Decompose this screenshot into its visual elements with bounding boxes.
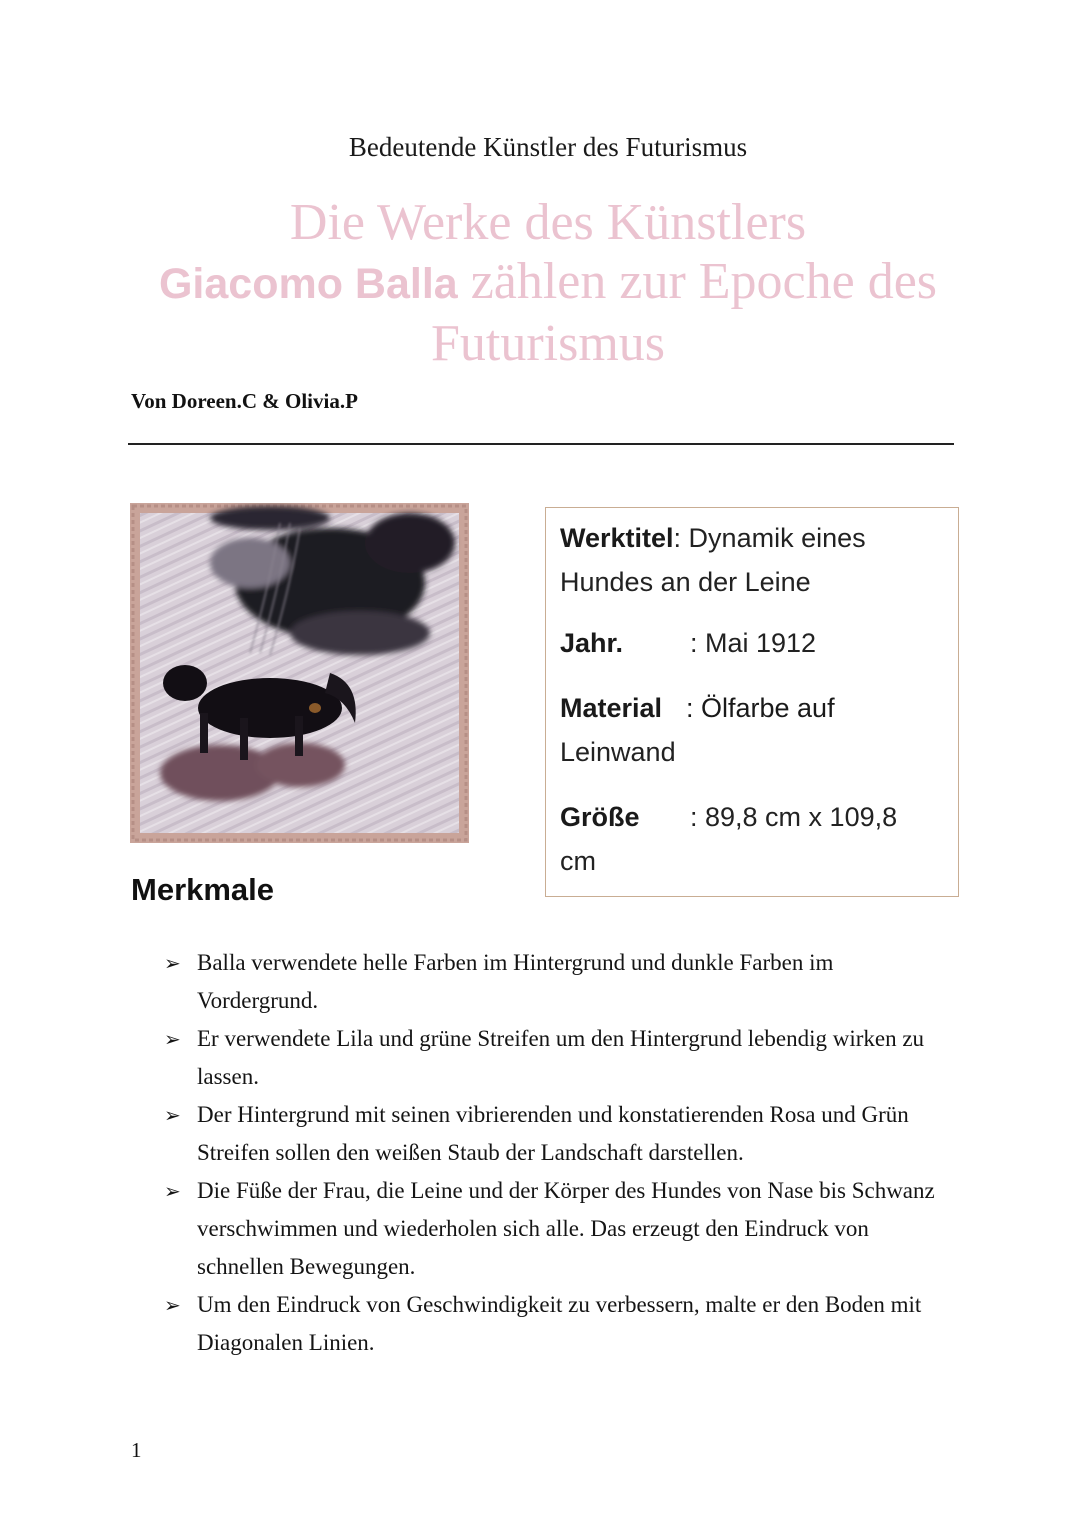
title-line-2-rest: zählen zur Epoche des	[457, 253, 938, 310]
list-item	[164, 1172, 944, 1286]
list-item	[164, 1096, 944, 1172]
list-item-text: Die Füße der Frau, die Leine und der Körper des Hundes von Nase bis Schwanz verschwimmen und wiederholen sich alle. Das erzeugt den Eindruck von schnellen Bewegungen.	[197, 1178, 935, 1279]
list-item-text: Der Hintergrund mit seinen vibrierenden und konstatierenden Rosa und Grün Streifen sollen den weißen Staub der Landschaft darstellen.	[197, 1102, 909, 1165]
jahr-value: : Mai 1912	[690, 628, 817, 658]
page-number: 1	[131, 1438, 142, 1462]
title-line-1: Die Werke des Künstlers	[289, 194, 807, 251]
top-heading: Bedeutende Künstler des Futurismus	[348, 132, 748, 162]
werktitel-row	[560, 516, 948, 604]
material-label: Material	[560, 693, 663, 723]
werktitel-value-2: Hundes an der Leine	[560, 567, 811, 597]
artist-name: Giacomo Balla	[158, 260, 458, 308]
material-value-2: Leinwand	[560, 737, 676, 767]
arrowhead-bullet-icon: ➢	[164, 1293, 181, 1317]
list-item	[164, 1020, 944, 1096]
groesse-row	[560, 795, 948, 883]
authors: Von Doreen.C & Olivia.P	[131, 389, 358, 413]
groesse-value: : 89,8 cm x 109,8	[690, 802, 898, 832]
merkmale-list	[164, 944, 944, 1362]
arrowhead-bullet-icon: ➢	[164, 1027, 181, 1051]
arrowhead-bullet-icon: ➢	[164, 1179, 181, 1203]
groesse-label: Größe	[560, 802, 640, 832]
werktitel-label: Werktitel	[560, 523, 674, 553]
divider-rule	[128, 443, 954, 445]
list-item	[164, 1286, 944, 1362]
arrowhead-bullet-icon: ➢	[164, 951, 181, 975]
list-item-text: Balla verwendete helle Farben im Hintergrund und dunkle Farben im Vordergrund.	[197, 950, 834, 1013]
painting-image	[130, 503, 469, 843]
merkmale-heading: Merkmale	[131, 872, 275, 907]
jahr-label: Jahr.	[560, 628, 624, 658]
title-line-2	[100, 252, 996, 314]
title-line-3: Futurismus	[430, 315, 666, 372]
groesse-value-2: cm	[560, 846, 596, 876]
list-item	[164, 944, 944, 1020]
material-row	[560, 686, 948, 774]
werktitel-value: : Dynamik eines	[673, 523, 866, 553]
list-item-text: Um den Eindruck von Geschwindigkeit zu verbessern, malte er den Boden mit Diagonalen Linien.	[197, 1292, 922, 1355]
artwork-info-box	[545, 507, 959, 897]
arrowhead-bullet-icon: ➢	[164, 1103, 181, 1127]
material-value: : Ölfarbe auf	[686, 693, 835, 723]
jahr-row	[560, 621, 948, 665]
list-item-text: Er verwendete Lila und grüne Streifen um den Hintergrund lebendig wirken zu lassen.	[197, 1026, 925, 1089]
page-title	[100, 193, 996, 373]
